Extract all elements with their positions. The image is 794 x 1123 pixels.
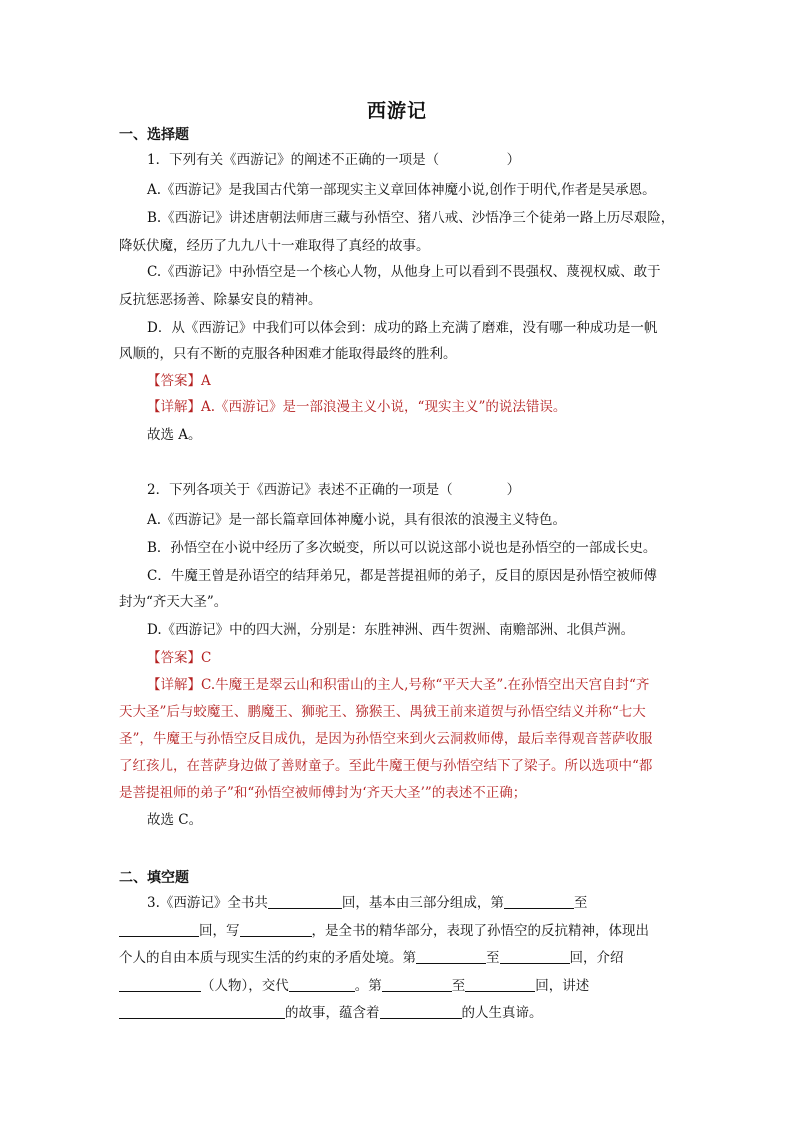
q2-detail-line5: 是菩提祖师的弟子”和“孙悟空被师傅封为‘齐天大圣’”的表述不正确；: [119, 785, 527, 801]
answer-tag: 【答案】: [147, 373, 201, 389]
q2-detail-line4: 了红孩儿，在菩萨身边做了善财童子。至此牛魔王便与孙悟空结下了梁子。所以选项中“都: [119, 758, 653, 774]
fill-blank[interactable]: [380, 1004, 462, 1019]
q3-text: 的人生真谛。: [461, 1005, 543, 1021]
q1-option-c-line2: 反抗惩恶扬善、除暴安良的精神。: [119, 292, 322, 308]
q1-option-c-line1: C.《西游记》中孙悟空是一个核心人物，从他身上可以看到不畏强权、蔑视权威、敢于: [147, 264, 661, 280]
answer-value: A: [201, 373, 211, 389]
q3-line1: [147, 893, 707, 913]
section-heading-fill: 二、填空题: [119, 870, 189, 886]
fill-blank[interactable]: [382, 977, 452, 992]
fill-blank[interactable]: [268, 894, 342, 909]
q2-option-a: A.《西游记》是一部长篇章回体神魔小说，具有很浓的浪漫主义特色。: [147, 512, 567, 528]
q3-text: 至: [486, 950, 500, 966]
q2-option-c-line2: 封为“齐天大圣”。: [119, 594, 228, 610]
q1-choose: 故选 A。: [147, 427, 202, 443]
page-title: 西游记: [366, 100, 427, 122]
fill-blank[interactable]: [119, 1004, 285, 1019]
q3-text: 个人的自由本质与现实生活的约束的矛盾处境。第: [119, 950, 416, 966]
q3-text: 至: [573, 895, 588, 911]
q2-option-b: B．孙悟空在小说中经历了多次蜕变，所以可以说这部小说也是孙悟空的一部成长史。: [147, 540, 657, 556]
q2-choose: 故选 C。: [147, 812, 203, 828]
q3-text: （人物），交代: [201, 978, 289, 994]
q3-text: 回，基本由三部分组成，第: [341, 895, 504, 911]
q2-detail-line2: 天大圣”后与蛟魔王、鹏魔王、狮驼王、猕猴王、禺狨王前来道贺与孙悟空结义并称“七大: [119, 704, 646, 720]
q1-answer: [147, 371, 707, 391]
detail-text: A.《西游记》是一部浪漫主义小说，“现实主义”的说法错误。: [201, 399, 567, 415]
q2-option-c-line1: C．牛魔王曾是孙语空的结拜弟兄，都是菩提祖师的弟子，反目的原因是孙悟空被师傅: [147, 568, 657, 584]
q1-option-b-line2: 降妖伏魔，经历了九九八十一难取得了真经的故事。: [119, 238, 430, 254]
q2-detail-line1: [147, 675, 707, 695]
q1-option-d-line2: 风顺的，只有不断的克服各种困难才能取得最终的胜利。: [119, 346, 457, 362]
section-heading-choice: 一、选择题: [119, 127, 189, 143]
q3-line5: [119, 1003, 679, 1023]
q3-text: 回，讲述: [535, 978, 590, 994]
q2-option-d: D.《西游记》中的四大洲，分别是：东胜神洲、西牛贺洲、南赡部洲、北俱芦洲。: [147, 622, 635, 638]
fill-blank[interactable]: [119, 977, 201, 992]
q3-text: ，是全书的精华部分，表现了孙悟空的反抗精神，体现出: [311, 923, 649, 939]
q1-option-b-line1: B.《西游记》讲述唐朝法师唐三藏与孙悟空、猪八戒、沙悟净三个徒弟一路上历尽艰险，: [147, 210, 675, 226]
q1-option-a: A.《西游记》是我国古代第一部现实主义章回体神魔小说,创作于明代,作者是吴承恩。: [147, 182, 656, 198]
q3-line3: [119, 948, 679, 968]
q3-text: 回，介绍: [569, 950, 624, 966]
q3-text: 回，写: [199, 923, 240, 939]
fill-blank[interactable]: [504, 894, 574, 909]
q3-text: 至: [451, 978, 466, 994]
q3-line2: [119, 921, 679, 941]
fill-blank[interactable]: [416, 949, 486, 964]
q3-line4: [119, 976, 679, 996]
detail-text: C.牛魔王是翠云山和积雷山的主人,号称“平天大圣”.在孙悟空出天宫自封“齐: [201, 677, 650, 693]
detail-tag: 【详解】: [147, 677, 201, 693]
q1-detail: [147, 397, 707, 417]
fill-blank[interactable]: [119, 922, 199, 937]
fill-blank[interactable]: [500, 949, 570, 964]
fill-blank[interactable]: [240, 922, 312, 937]
q2-stem: 2．下列各项关于《西游记》表述不正确的一项是（ ）: [147, 482, 521, 498]
detail-tag: 【详解】: [147, 399, 201, 415]
q1-stem: 1．下列有关《西游记》的阐述不正确的一项是（ ）: [147, 152, 521, 168]
q2-detail-line3: 圣”，牛魔王与孙悟空反目成仇，是因为孙悟空来到火云洞救师傅，最后幸得观音菩萨收服: [119, 731, 653, 747]
q3-text: 。第: [354, 978, 382, 994]
q1-option-d-line1: D．从《西游记》中我们可以体会到：成功的路上充满了磨难，没有哪一种成功是一帆: [147, 320, 658, 336]
q3-text: 的故事，蕴含着: [285, 1005, 380, 1021]
fill-blank[interactable]: [289, 977, 355, 992]
answer-tag: 【答案】: [147, 650, 201, 666]
fill-blank[interactable]: [465, 977, 535, 992]
q3-text: 3.《西游记》全书共: [147, 895, 268, 911]
answer-value: C: [201, 650, 212, 666]
q2-answer: [147, 648, 707, 668]
